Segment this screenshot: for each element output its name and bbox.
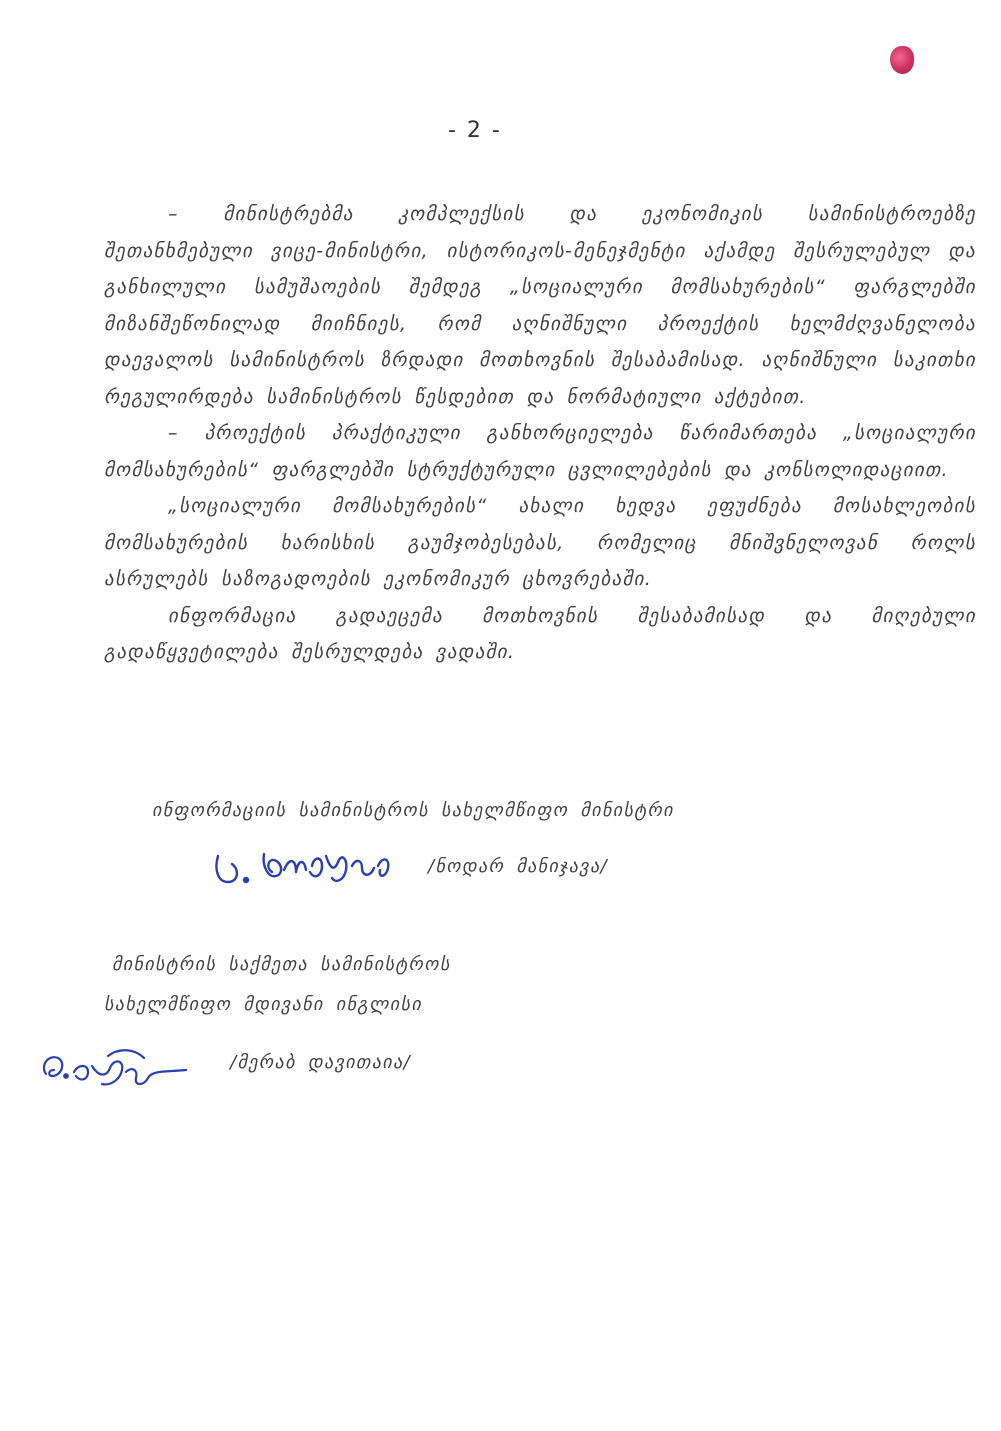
paragraph-1: – მინისტრებმა კომპლექსის და ეკონომიკის სამინისტროებზე შეთანხმებული ვიცე-მინისტრი, ისტორიკოს-მენეჯმენტი აქამდე შესრულებულ და განხილული სამუშაოების შემდეგ „სოციალური მომსახურების“ ფარგლებში მიზანშეწონილად მიიჩნიეს, რომ აღნიშნული პროექტის ხელმძღვანელობა დაევალოს სამინისტროს ზრდადი მოთხოვნის შესაბამისად. აღნიშნული საკითხი რეგულირდება სამინისტროს წესდებით და ნორმატიული აქტებით. xyxy=(104,203,976,408)
signatory-1-name: /ნოდარ მანიჯავა/ xyxy=(428,856,608,877)
red-stain-mark xyxy=(890,46,914,74)
paragraph-3: „სოციალური მომსახურების“ ახალი ხედვა ეფუძნება მოსახლეობის მომსახურების ხარისხის გაუმჯობესებას, რომელიც მნიშვნელოვან როლს ასრულებს საზოგადოების ეკონომიკურ ცხოვრებაში. xyxy=(104,495,976,590)
signatory-1-title: ინფორმაციის სამინისტროს სახელმწიფო მინისტრი xyxy=(152,800,674,821)
signatory-2-title-line-2: სახელმწიფო მდივანი ინგლისი xyxy=(104,994,423,1015)
signature-2-icon xyxy=(36,1036,196,1100)
signatory-2-title-line-1: მინისტრის საქმეთა სამინისტროს xyxy=(112,954,451,975)
paragraph-4: ინფორმაცია გადაეცემა მოთხოვნის შესაბამისად და მიღებული გადაწყვეტილება შესრულდება ვადაში. xyxy=(104,604,976,663)
page-number: - 2 - xyxy=(448,118,502,143)
body-text xyxy=(104,196,976,671)
signatory-2-name: /მერაბ დავითაია/ xyxy=(230,1052,411,1073)
signature-1-icon xyxy=(210,826,410,896)
paragraph-2: – პროექტის პრაქტიკული განხორციელება წარიმართება „სოციალური მომსახურების“ ფარგლებში სტრუქტურული ცვლილებების და კონსოლიდაციით. xyxy=(104,422,976,481)
